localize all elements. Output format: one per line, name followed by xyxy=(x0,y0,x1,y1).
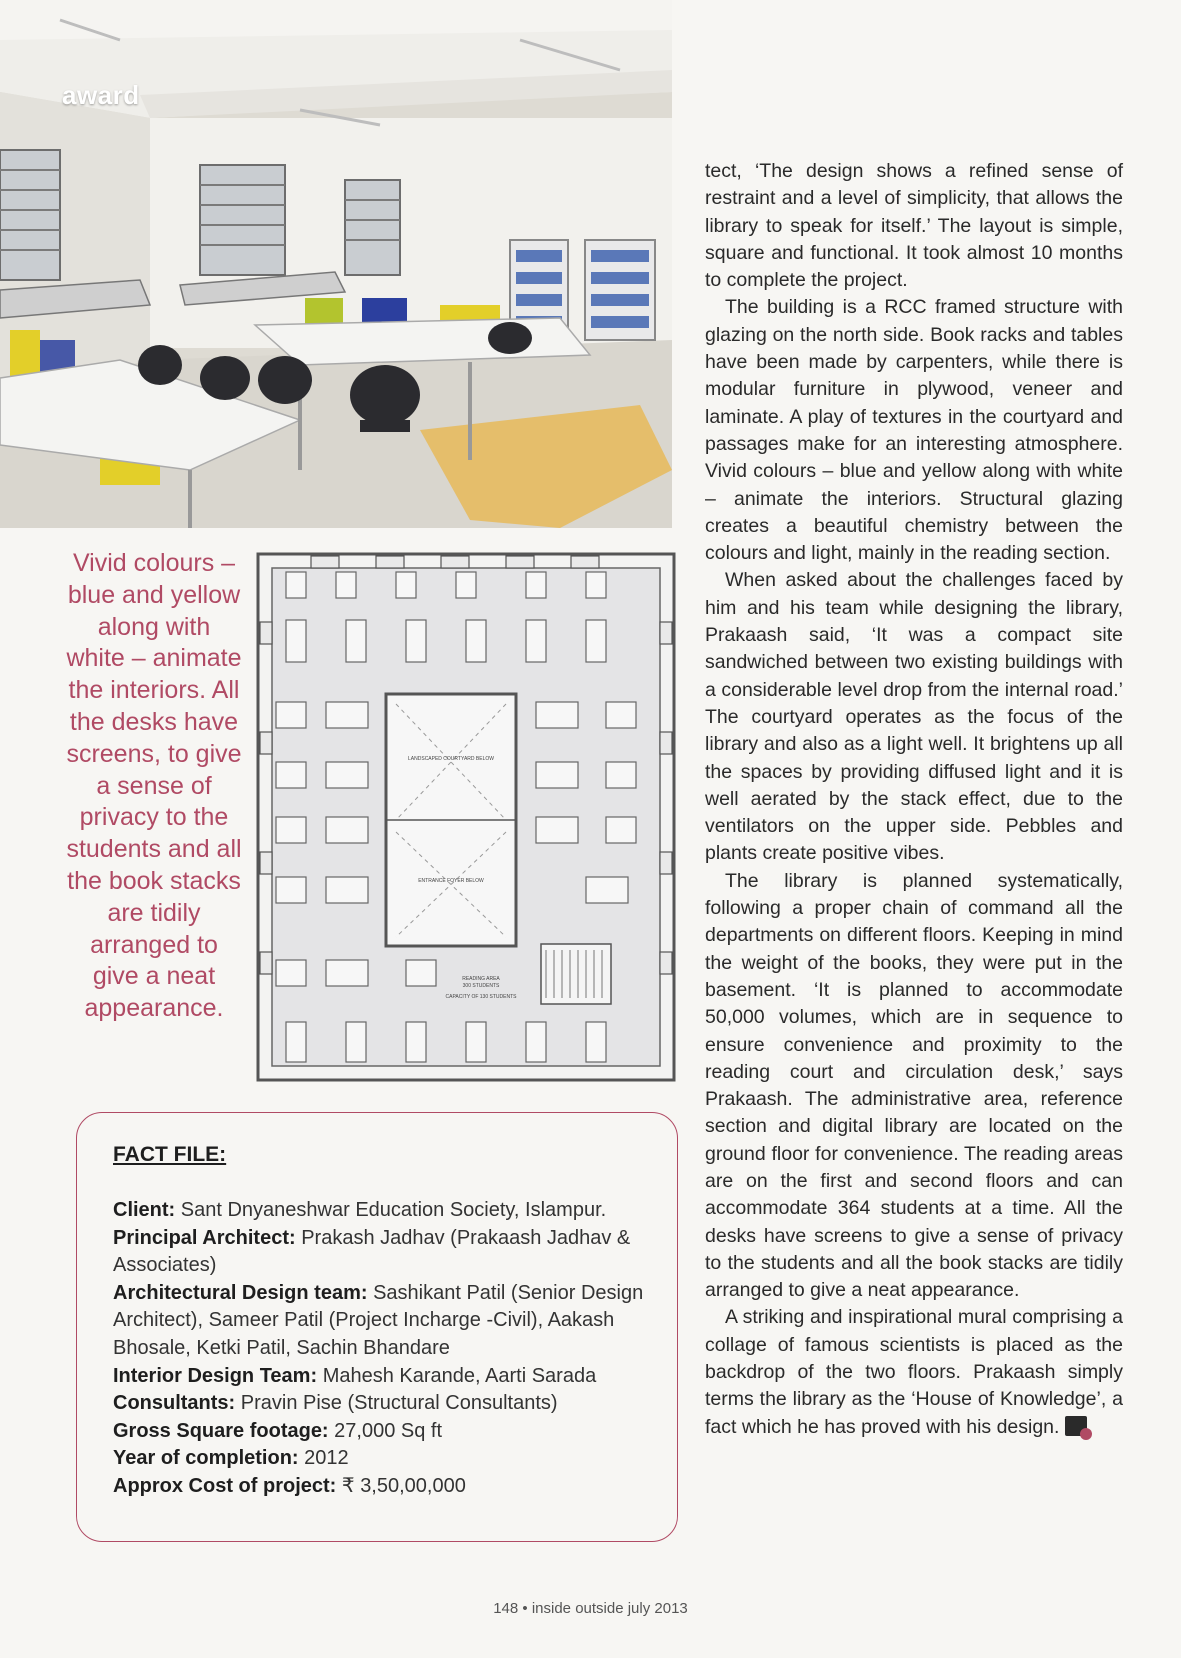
fact-label: Gross Square footage: xyxy=(113,1419,329,1442)
end-mark-icon xyxy=(1065,1416,1087,1436)
plan-label-courtyard: LANDSCAPED COURTYARD BELOW xyxy=(408,756,494,762)
fact-value: 2012 xyxy=(304,1447,349,1470)
fact-value: Mahesh Karande, Aarti Sarada xyxy=(322,1364,597,1387)
fact-value: 27,000 Sq ft xyxy=(334,1419,443,1442)
body-paragraph: A striking and inspirational mural comprising a collage of famous scientists is placed as the backdrop of the two floors. Prakaash simply terms the library as the ‘House of Knowledge’, a fact which he has proved with his design. xyxy=(705,1306,1123,1438)
fact-value: Prakash Jadhav (Prakaash Jadhav & Associates) xyxy=(113,1226,631,1277)
fact-file-title: FACT FILE: xyxy=(113,1143,227,1166)
fact-label: Architectural Design team: xyxy=(113,1281,368,1304)
fact-row-client xyxy=(113,1197,658,1225)
fact-label: Interior Design Team: xyxy=(113,1364,318,1387)
floor-plan xyxy=(256,552,676,1082)
article-body xyxy=(705,158,1123,1441)
fact-row-year xyxy=(113,1445,658,1473)
fact-row-interior-team xyxy=(113,1363,658,1391)
plan-label-reading-area-count: 300 STUDENTS xyxy=(462,983,500,989)
fact-label: Consultants: xyxy=(113,1392,236,1415)
fact-file-box xyxy=(76,1112,678,1542)
fact-value: Sashikant Patil (Senior Design Architect), Sameer Patil (Project Incharge -Civil), Aakash Bhosale, Ketki Patil, Sachin Bhandare xyxy=(113,1281,644,1359)
fact-file-list xyxy=(113,1197,658,1501)
page-footer: 148 • inside outside july 2013 xyxy=(493,1600,688,1617)
fact-row-consultants xyxy=(113,1390,658,1418)
fact-value: Sant Dnyaneshwar Education Society, Islampur. xyxy=(180,1199,607,1221)
fact-row-square-footage xyxy=(113,1418,658,1446)
pull-quote: Vivid colours – blue and yellow along with white – animate the interiors. All the desks have screens, to give a sense of privacy to the students and all the book stacks are tidily arranged to give a neat appearance. xyxy=(66,549,242,1023)
fact-label: Principal Architect: xyxy=(113,1226,296,1249)
plan-label-foyer: ENTRANCE FOYER BELOW xyxy=(418,878,484,884)
fact-label: Client: xyxy=(113,1199,176,1221)
library-interior-photo xyxy=(0,0,672,528)
fact-row-cost xyxy=(113,1473,658,1501)
body-paragraph: tect, ‘The design shows a refined sense of restraint and a level of simplicity, that allows the library to speak for itself.’ The layout is simple, square and functional. It took almost 10 months to complete the project. xyxy=(705,160,1123,292)
fact-row-principal-architect xyxy=(113,1225,658,1280)
fact-value: Pravin Pise (Structural Consultants) xyxy=(240,1392,558,1415)
plan-label-capacity: CAPACITY OF 130 STUDENTS xyxy=(445,994,517,1000)
fact-row-design-team xyxy=(113,1280,658,1363)
body-paragraph: The building is a RCC framed structure with glazing on the north side. Book racks and tables have been made by carpenters, while there is modular furniture in plywood, veneer and laminate. A play of textures in the courtyard and passages make for an interesting atmosphere. Vivid colours – blue and yellow along with white – animate the interiors. Structural glazing creates a beautiful chemistry between the colours and light, mainly in the reading section. xyxy=(705,296,1123,565)
fact-label: Approx Cost of project: xyxy=(113,1474,337,1497)
fact-value: ₹ 3,50,00,000 xyxy=(341,1474,466,1497)
floor-plan-drawing xyxy=(256,552,676,1082)
body-paragraph: When asked about the challenges faced by him and his team while designing the library, Prakaash said, ‘It was a compact site sandwiched between two existing buildings with a considerable level drop from the internal road.’ The courtyard operates as the focus of the library and also as a light well. It brightens up all the spaces by providing diffused light and it is well aerated by the stack effect, due to the ventilators on the upper side. Pebbles and plants create positive vibes. xyxy=(705,569,1123,865)
fact-label: Year of completion: xyxy=(113,1447,299,1470)
plan-label-reading-area: READING AREA xyxy=(462,976,500,982)
body-paragraph: The library is planned systematically, following a proper chain of command all the departments on different floors. Keeping in mind the weight of the books, they were put in the basement. ‘It is planned to accommodate 50,000 volumes, which are in sequence to ensure convenience and proximity to the reading court and circulation desk,’ says Prakaash. The administrative area, reference section and digital library are located on the ground floor for convenience. The reading areas are on the first and second floors and can accommodate 364 students at a time. All the desks have screens to give a sense of privacy to the students and all the book stacks are tidily arranged to give a neat appearance. xyxy=(705,869,1123,1302)
body-paragraph-last xyxy=(705,1304,1123,1440)
section-tag: award xyxy=(62,80,140,110)
